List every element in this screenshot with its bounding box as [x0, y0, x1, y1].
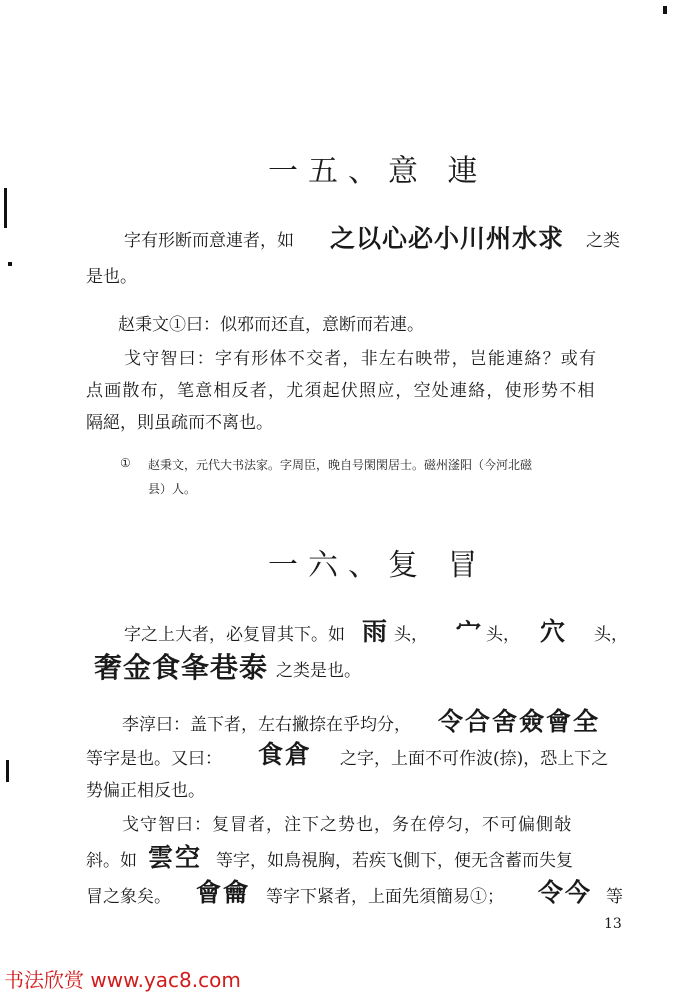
paragraph-text: 等字是也。又曰： [86, 749, 222, 769]
paragraph-text: 隔絕，則虽疏而不离也。 [86, 413, 273, 433]
calligraphy-examples: 之以心必小川州水求 [330, 224, 565, 253]
section-title: 一六、复 冒 [268, 548, 488, 583]
paragraph-text: 是也。 [86, 267, 137, 287]
page-number: 13 [604, 916, 622, 932]
calligraphy-example: 穴 [540, 617, 566, 646]
calligraphy-example: 宀 [456, 617, 482, 646]
calligraphy-example: 雨 [362, 617, 388, 646]
paragraph-text: 戈守智曰：字有形体不交者，非左右映带，岂能連絡？或有 [124, 349, 598, 369]
footnote-text: 赵秉文，元代大书法家。字周臣，晚自号閑閑居士。磁州滏阳（今河北磁 [148, 458, 533, 472]
paragraph-text: 冒之象矣。 [86, 887, 171, 907]
paragraph-text: 等 [606, 887, 623, 907]
footnote-text: 县）人。 [148, 482, 197, 496]
section-title: 一五、意 連 [268, 154, 488, 189]
paragraph-text: 字之上大者，必复冒其下。如 [124, 625, 345, 645]
paragraph-text: 之类是也。 [276, 661, 361, 681]
scan-mark [663, 6, 667, 14]
paragraph-text: 赵秉文①曰：似邪而还直，意断而若連。 [118, 315, 424, 335]
calligraphy-examples: 雲空 [148, 843, 203, 872]
paragraph-text: 等字下紧者，上面先須簡易①； [266, 887, 504, 907]
paragraph-text: 头， [486, 625, 520, 645]
paragraph-text: 之字，上面不可作波(捺)，恐上下之 [340, 749, 609, 769]
paragraph-text: 李淳曰：盖下者，左右撇捺在乎均分， [122, 715, 411, 735]
paragraph-text: 字有形断而意連者，如 [124, 231, 294, 251]
calligraphy-examples: 令合舍僉會全 [438, 707, 601, 736]
calligraphy-examples: 會龠 [196, 878, 251, 907]
paragraph-text: 斜。如 [86, 851, 137, 871]
scan-mark [8, 262, 12, 266]
scan-mark [6, 760, 9, 782]
paragraph-text: 头， [594, 625, 628, 645]
paragraph-text: 戈守智曰：复冒者，注下之势也，务在停匀，不可偏側敧 [122, 815, 572, 835]
calligraphy-examples: 食倉 [258, 740, 313, 769]
calligraphy-examples: 奢金食夆巷泰 [94, 651, 269, 684]
paragraph-text: 之类 [586, 231, 620, 251]
paragraph-text: 点画散布，笔意相反者，尤須起伏照应，空处連絡，使形势不相 [86, 381, 596, 401]
watermark: 书法欣赏 www.yac8.com [4, 968, 241, 992]
footnote-marker: ① [120, 456, 131, 470]
paragraph-text: 势偏正相反也。 [86, 781, 205, 801]
paragraph-text: 等字，如鳥視胸，若疾飞側下，便无含蓄而失复 [216, 851, 573, 871]
calligraphy-examples: 令今 [538, 878, 593, 907]
paragraph-text: 头， [394, 625, 428, 645]
scan-mark [4, 188, 7, 228]
